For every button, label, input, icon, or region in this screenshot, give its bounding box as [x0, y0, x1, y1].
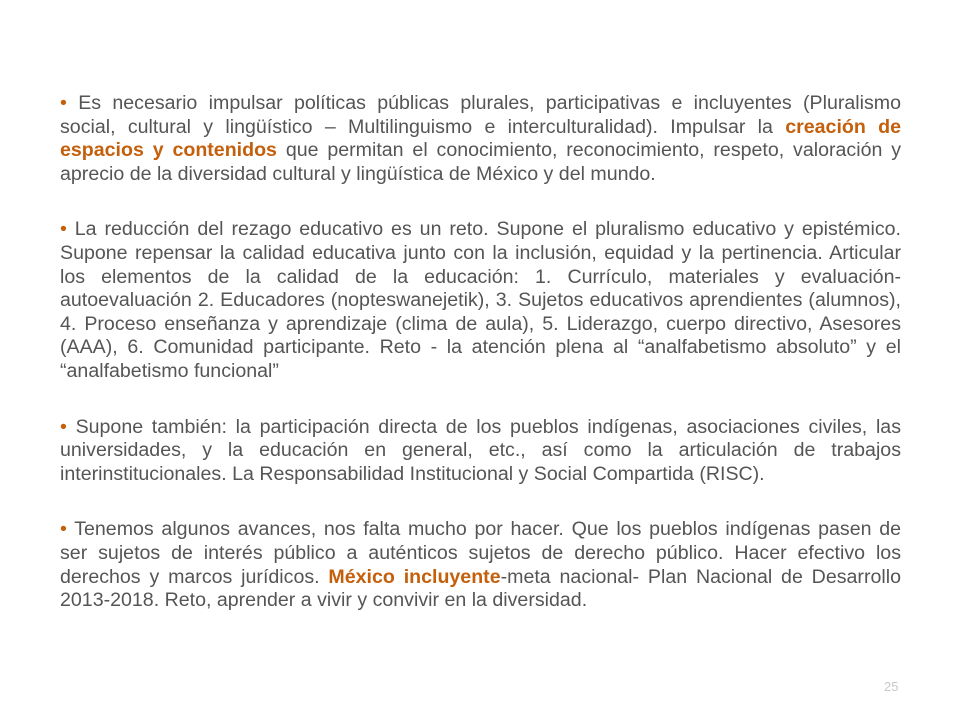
bullet-paragraph	[60, 92, 901, 186]
paragraph-text: Supone también: la participación directa de los pueblos indígenas, asociaciones civiles, las universidades, y la educación en general, etc., así como la articulación de trabajos interinstitucionales. La Responsabilidad Institucional y Social Compartida (RISC).	[60, 415, 901, 485]
bullet-icon: •	[60, 218, 75, 241]
bullet-icon: •	[60, 415, 76, 438]
highlighted-text: México incluyente	[328, 565, 501, 588]
paragraph-text: que permitan el conocimiento, reconocimiento, respeto, valoración y aprecio de la diversidad cultural y lingüística de México y del mundo.	[60, 139, 902, 185]
bullet-icon: •	[60, 518, 75, 541]
paragraph-text: La reducción del rezago educativo es un reto. Supone el pluralismo educativo y epistémico. Supone repensar la calidad educativa junto con la inclusión, equidad y la pertinencia. Articular los elementos de la calidad de la educación: 1. Currículo, materiales y evaluación-autoevaluación 2. Educadores (nopteswanejetik), 3. Sujetos educativos aprendientes (alumnos), 4. Proceso enseñanza y aprendizaje (clima de aula), 5. Liderazgo, cuerpo directivo, Asesores (AAA), 6. Comunidad participante. Reto - la atención plena al “analfabetismo absoluto” y el “analfabetismo funcional”	[60, 218, 901, 382]
bullet-icon: •	[60, 92, 79, 114]
page-number: 25	[884, 679, 899, 694]
bullet-paragraph	[60, 218, 901, 383]
bullet-paragraph	[60, 518, 901, 612]
paragraph-text: Tenemos algunos avances, nos falta mucho por hacer. Que los pueblos indígenas pasen de ser sujetos de interés público a auténticos sujetos de derecho público. Hacer efectivo los derechos y marcos jurídicos.	[60, 518, 901, 588]
bullet-paragraph	[60, 416, 901, 487]
slide-body	[60, 92, 901, 645]
paragraph-text: -meta nacional- Plan Nacional de Desarrollo 2013-2018. Reto, aprender a vivir y convivir en la diversidad.	[60, 565, 901, 612]
paragraph-text: Es necesario impulsar políticas públicas plurales, participativas e incluyentes (Pluralismo social, cultural y lingüístico – Multilinguismo e interculturalidad). Impulsar la	[60, 92, 901, 138]
highlighted-text: creación de espacios y contenidos	[60, 115, 901, 162]
